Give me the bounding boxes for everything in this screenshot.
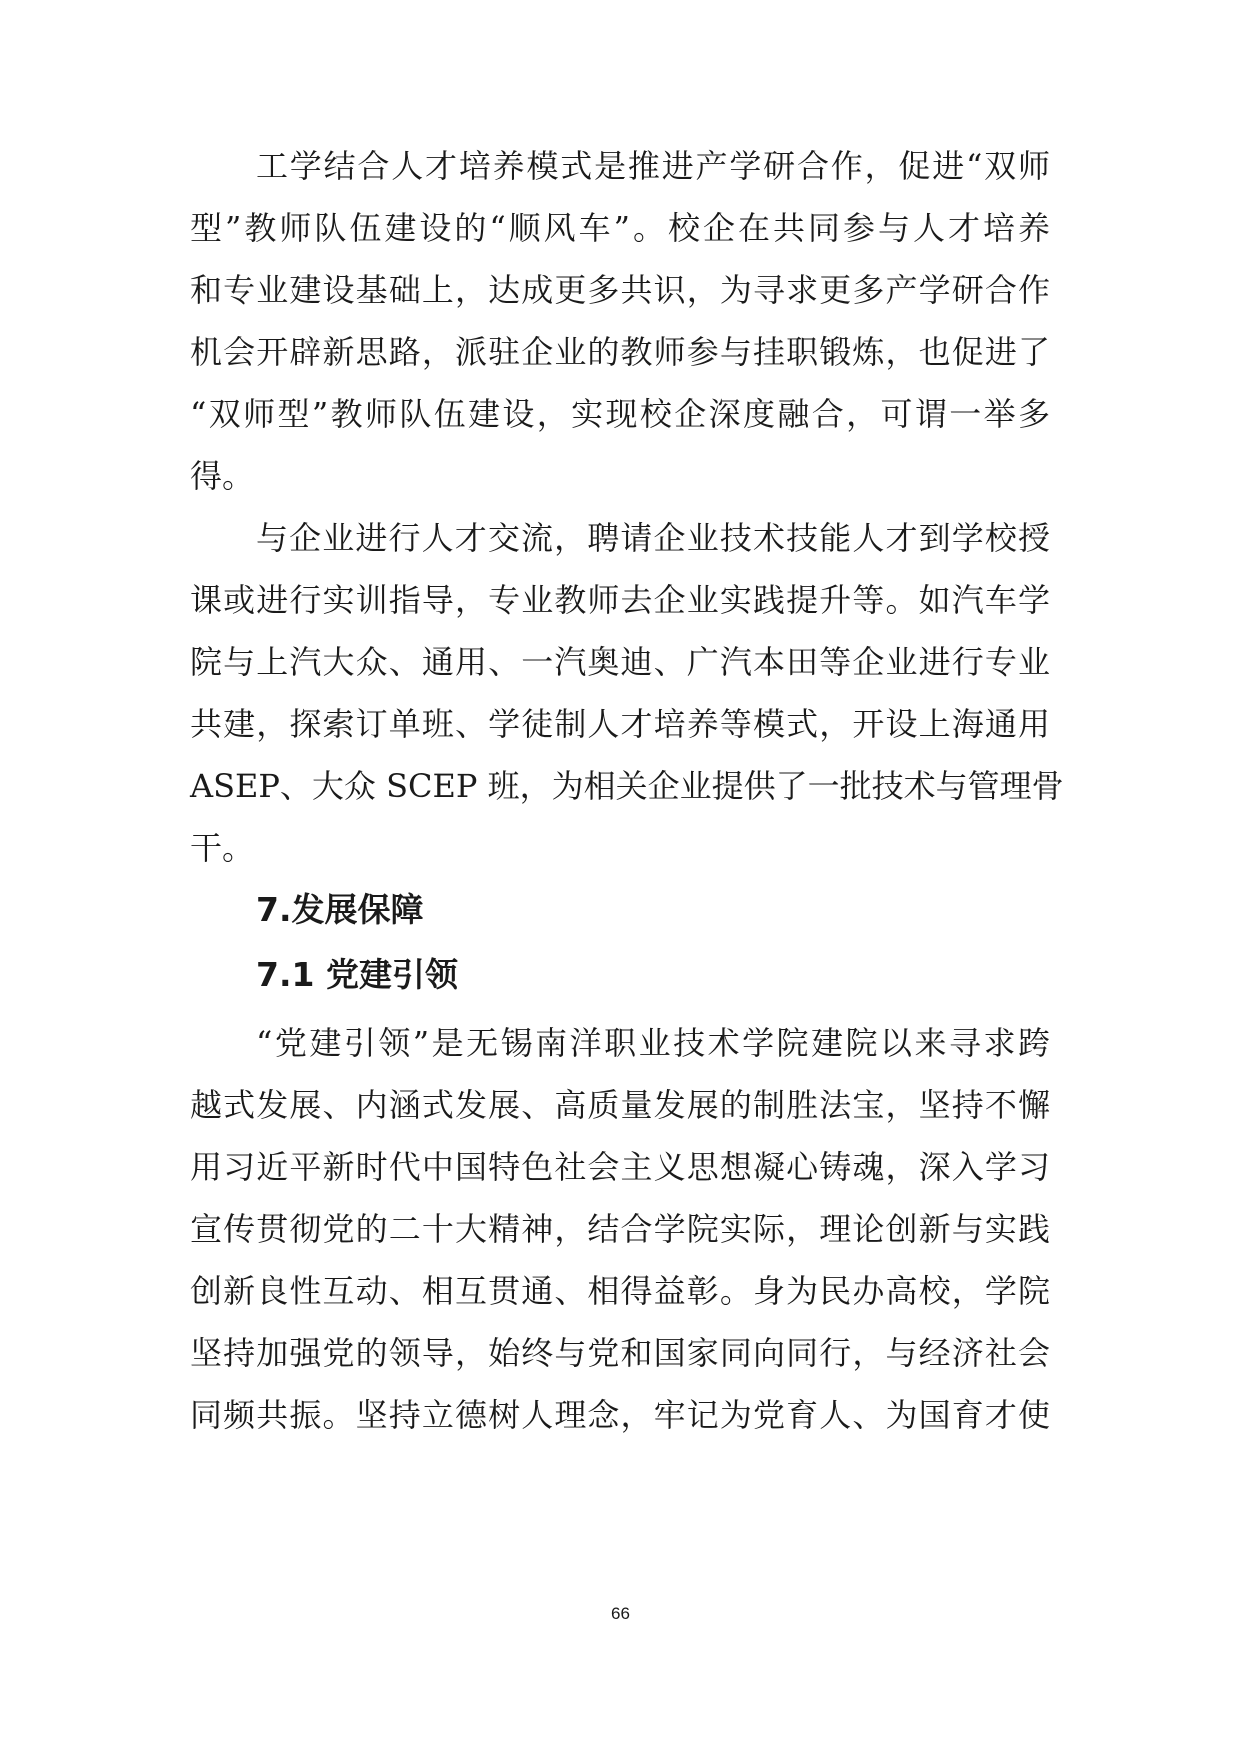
paragraph-line: 机会开辟新思路，派驻企业的教师参与挂职锻炼，也促进了 — [190, 333, 1050, 371]
paragraph-line: 坚持加强党的领导，始终与党和国家同向同行，与经济社会 — [190, 1334, 1050, 1372]
paragraph-line: 型”教师队伍建设的“顺风车”。校企在共同参与人才培养 — [190, 209, 1050, 247]
section-heading: 7.发展保障 — [256, 890, 424, 929]
paragraph-line: 干。 — [190, 829, 255, 867]
paragraph-line: 和专业建设基础上，达成更多共识，为寻求更多产学研合作 — [190, 271, 1050, 309]
paragraph-line: 课或进行实训指导，专业教师去企业实践提升等。如汽车学 — [190, 581, 1050, 619]
paragraph-line: 与企业进行人才交流，聘请企业技术技能人才到学校授 — [256, 519, 1050, 557]
page-number: 66 — [611, 1604, 630, 1623]
paragraph-line: 得。 — [190, 457, 255, 495]
subsection-heading: 7.1 党建引领 — [256, 955, 458, 994]
paragraph-line: 用习近平新时代中国特色社会主义思想凝心铸魂，深入学习 — [190, 1148, 1050, 1186]
paragraph-line: 院与上汽大众、通用、一汽奥迪、广汽本田等企业进行专业 — [190, 643, 1050, 681]
paragraph-line: 越式发展、内涵式发展、高质量发展的制胜法宝，坚持不懈 — [190, 1086, 1050, 1124]
paragraph-line: 工学结合人才培养模式是推进产学研合作，促进“双师 — [256, 147, 1050, 185]
paragraph-line: 宣传贯彻党的二十大精神，结合学院实际，理论创新与实践 — [190, 1210, 1050, 1248]
paragraph-line: 共建，探索订单班、学徒制人才培养等模式，开设上海通用 — [190, 705, 1050, 743]
paragraph-line: ASEP、大众 SCEP 班，为相关企业提供了一批技术与管理骨 — [190, 767, 1064, 805]
paragraph-line: “双师型”教师队伍建设，实现校企深度融合，可谓一举多 — [190, 395, 1050, 433]
paragraph-line: “党建引领”是无锡南洋职业技术学院建院以来寻求跨 — [256, 1024, 1050, 1062]
paragraph-line: 同频共振。坚持立德树人理念，牢记为党育人、为国育才使 — [190, 1396, 1050, 1434]
paragraph-line: 创新良性互动、相互贯通、相得益彰。身为民办高校，学院 — [190, 1272, 1050, 1310]
